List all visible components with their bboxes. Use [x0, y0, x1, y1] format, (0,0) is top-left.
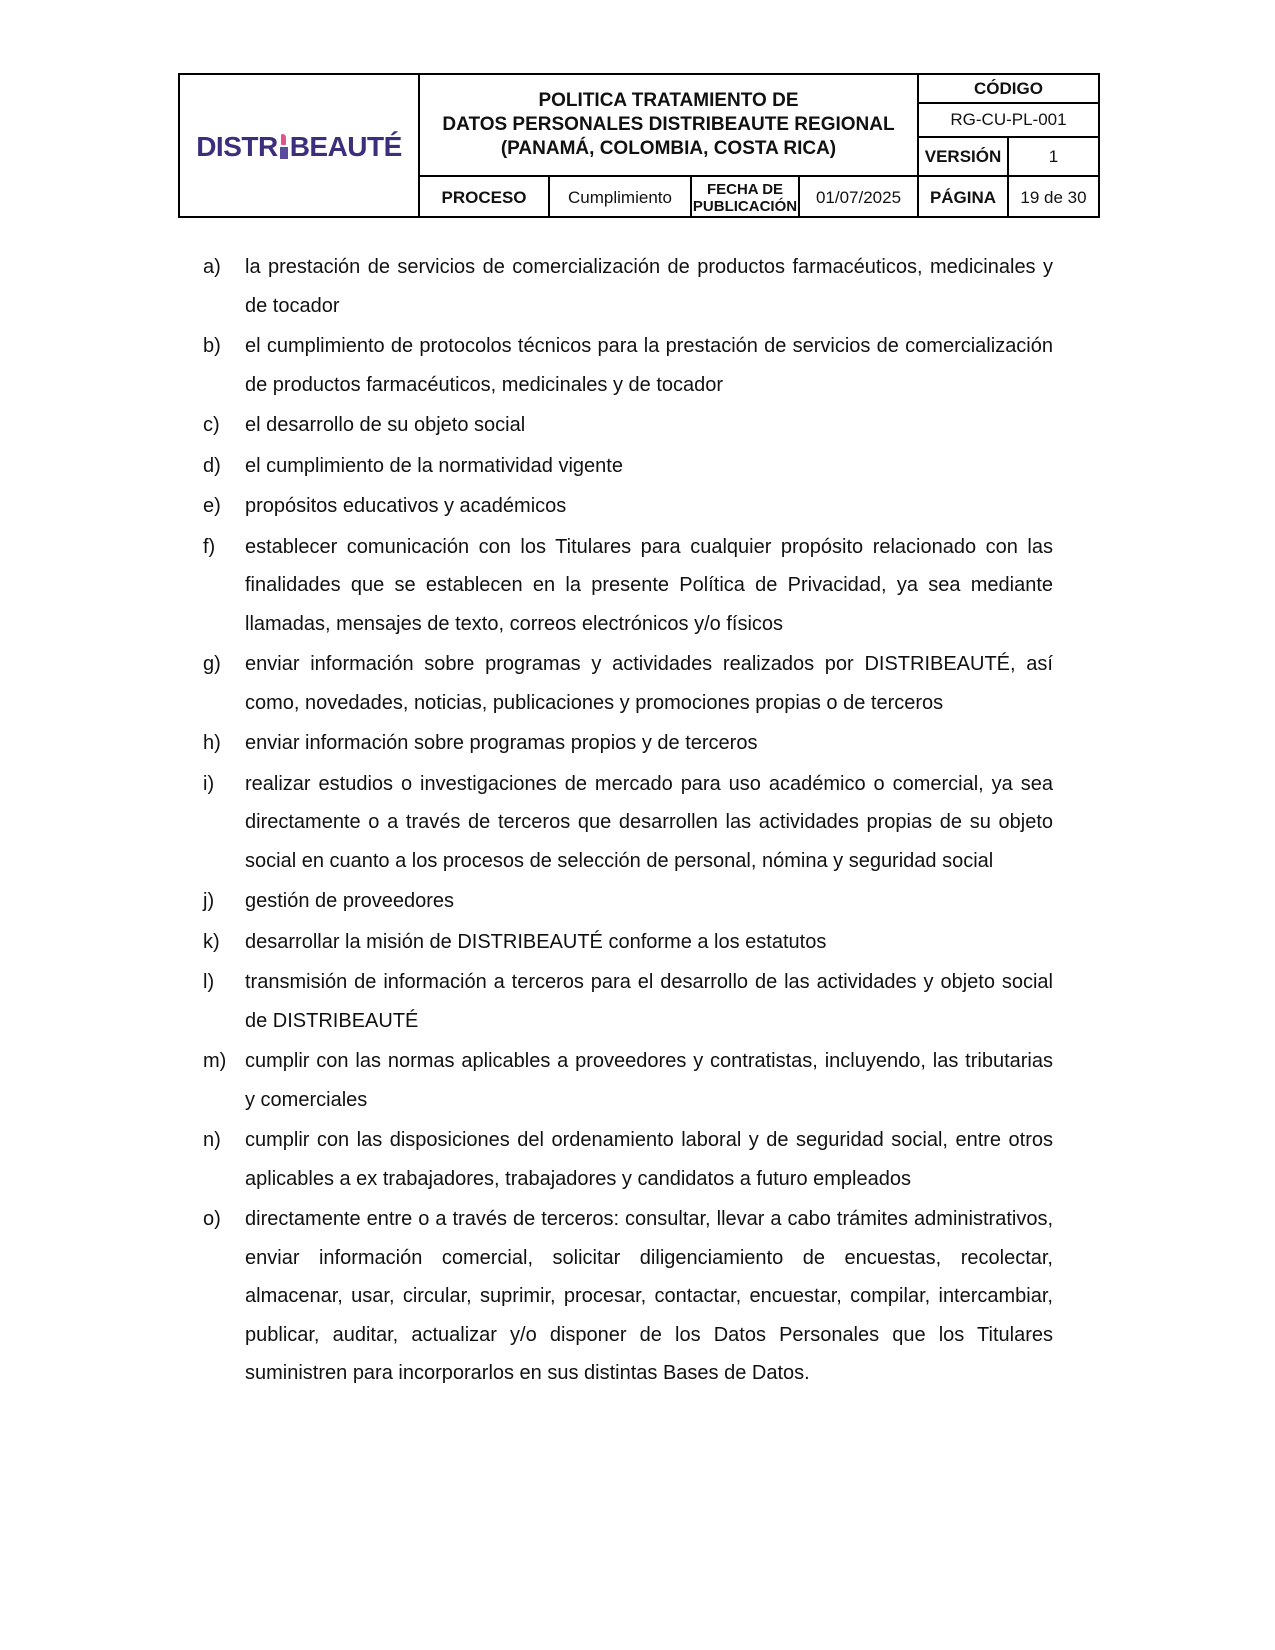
logo-text-post: BEAUTÉ — [289, 130, 402, 162]
logo-cell — [180, 75, 420, 218]
list-item-text: el cumplimiento de la normatividad vigente — [245, 454, 623, 477]
list-item — [203, 1200, 1053, 1393]
list-item-marker: g) — [203, 653, 221, 675]
list-item-marker: o) — [203, 1208, 221, 1230]
proceso-label: PROCESO — [420, 177, 550, 218]
logo-text-pre: DISTR — [196, 130, 278, 162]
list-item-text: realizar estudios o investigaciones de mercado para uso académico o comercial, ya sea directamente o a través de terceros que desarrollen las actividades propias de su objeto social en cuanto a los procesos de selección de personal, nómina y seguridad social — [245, 772, 1053, 872]
list-item — [203, 645, 1053, 722]
list-item-marker: b) — [203, 335, 221, 357]
codigo-value: RG-CU-PL-001 — [919, 104, 1098, 138]
title-line-3: (PANAMÁ, COLOMBIA, COSTA RICA) — [500, 138, 837, 159]
purposes-list — [203, 248, 1053, 1395]
list-item — [203, 487, 1053, 526]
list-item — [203, 882, 1053, 921]
list-item-marker: i) — [203, 772, 215, 795]
list-item-marker: h) — [203, 732, 221, 754]
list-item-text: transmisión de información a terceros para el desarrollo de las actividades y objeto social de DISTRIBEAUTÉ — [245, 971, 1053, 1032]
list-item — [203, 327, 1053, 404]
document-title — [420, 75, 919, 177]
list-item — [203, 1042, 1053, 1119]
list-item-marker: a) — [203, 256, 221, 278]
proceso-value: Cumplimiento — [550, 177, 692, 218]
list-item — [203, 406, 1053, 445]
list-item-text: gestión de proveedores — [245, 890, 455, 912]
lipstick-icon — [280, 134, 288, 163]
list-item-marker: m) — [203, 1050, 227, 1072]
list-item-text: propósitos educativos y académicos — [245, 495, 567, 517]
lipstick-tube-icon — [280, 147, 288, 159]
title-line-2: DATOS PERSONALES DISTRIBEAUTE REGIONAL — [442, 114, 895, 135]
version-value: 1 — [1009, 138, 1098, 177]
fecha-publicacion-value: 01/07/2025 — [800, 177, 919, 218]
list-item — [203, 963, 1053, 1040]
lipstick-tip-icon — [281, 134, 286, 145]
codigo-label: CÓDIGO — [919, 75, 1098, 104]
list-item-text: cumplir con las disposiciones del ordenamiento laboral y de seguridad social, entre otros aplicables a ex trabajadores, trabajadores y candidatos a futuro empleados — [245, 1129, 1053, 1190]
list-item-text: enviar información sobre programas y actividades realizados por DISTRIBEAUTÉ, así como, novedades, noticias, publicaciones y promociones propias o de terceros — [245, 653, 1053, 714]
fecha-publicacion-label: FECHA DE PUBLICACIÓN — [692, 177, 800, 218]
title-line-1: POLITICA TRATAMIENTO DE — [538, 90, 799, 111]
list-item-text: el desarrollo de su objeto social — [245, 414, 526, 436]
list-item-text: directamente entre o a través de terceros: consultar, llevar a cabo trámites administrativos, enviar información comercial, solicitar diligenciamiento de encuestas, recolectar, almacenar, usar, circular, suprimir, procesar, contactar, encuestar, compilar, intercambiar, publicar, auditar, actualizar y/o disponer de los Datos Personales que los Titulares suministren para incorporarlos en sus distintas Bases de Datos. — [245, 1208, 1053, 1384]
list-item-marker: j) — [203, 890, 215, 912]
list-item-text: enviar información sobre programas propios y de terceros — [245, 732, 758, 754]
list-item-text: la prestación de servicios de comercialización de productos farmacéuticos, medicinales y de tocador — [245, 256, 1053, 317]
list-item-marker: e) — [203, 495, 221, 517]
pagina-value: 19 de 30 — [1020, 187, 1087, 207]
list-item — [203, 724, 1053, 763]
list-item — [203, 923, 1053, 962]
list-item — [203, 765, 1053, 881]
list-item — [203, 528, 1053, 644]
list-item — [203, 1121, 1053, 1198]
list-item-marker: d) — [203, 454, 221, 477]
company-logo — [196, 131, 402, 163]
list-item-marker: f) — [203, 535, 216, 558]
version-label: VERSIÓN — [919, 138, 1009, 177]
list-item-marker: l) — [203, 971, 215, 993]
list-item-marker: c) — [203, 414, 220, 436]
list-item — [203, 248, 1053, 325]
list-item-marker: n) — [203, 1129, 221, 1151]
document-header-table — [178, 73, 1100, 218]
list-item-text: establecer comunicación con los Titulares para cualquier propósito relacionado con las finalidades que se establecen en la presente Política de Privacidad, ya sea mediante llamadas, mensajes de texto, correos electrónicos y/o físicos — [245, 535, 1053, 635]
list-item-marker: k) — [203, 930, 220, 953]
list-item-text: el cumplimiento de protocolos técnicos para la prestación de servicios de comercialización de productos farmacéuticos, medicinales y de tocador — [245, 335, 1053, 396]
list-item-text: desarrollar la misión de DISTRIBEAUTÉ conforme a los estatutos — [245, 930, 827, 953]
list-item — [203, 447, 1053, 486]
list-item-text: cumplir con las normas aplicables a proveedores y contratistas, incluyendo, las tributarias y comerciales — [245, 1050, 1053, 1111]
pagina-label: PÁGINA — [919, 177, 1009, 218]
